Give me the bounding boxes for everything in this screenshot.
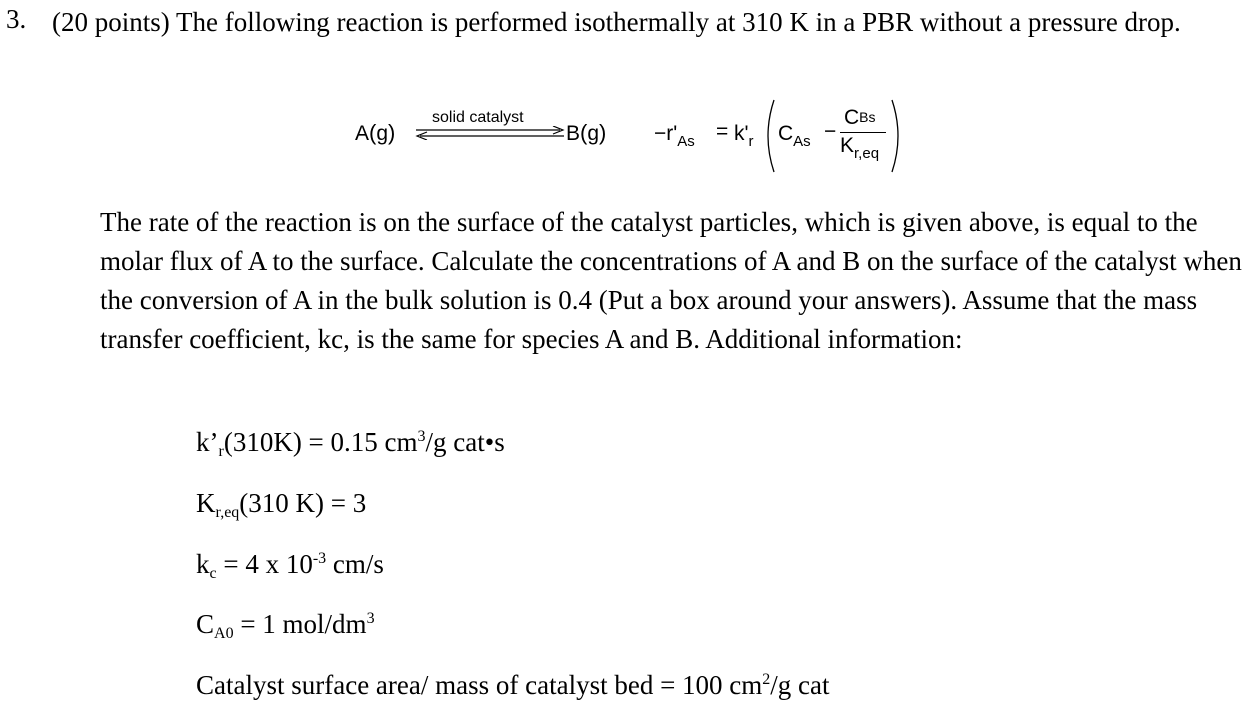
info-rate-constant: $k’_r(310K) = 0.15$ $cm^3/g$ cat•s [196,427,505,460]
minus-sign: − [824,120,837,143]
reactant: A(g) [355,120,396,145]
info-surface-area: Catalyst surface area/ mass of catalyst bed = 100 $cm^2/g$ cat [196,670,830,700]
right-paren [890,98,904,174]
equals-sign: = [716,120,729,143]
rate-constant: $k'_r$ [734,122,754,150]
reactant-phase: g [376,122,389,145]
equilibrium-arrows [414,126,566,140]
equilibrium-constant: $K_{r,eq}$ [840,134,880,162]
problem-number: 3. [6,4,27,34]
info-initial-concentration: $C_{A0} = 1$ mol/$dm^3$ [196,609,375,642]
catalyst-label: solid catalyst [432,109,524,126]
product: B(g) [566,120,607,145]
info-equilibrium-constant: $K_{r,eq}(310$ K) = 3 [196,488,367,521]
problem-statement: (20 points) The following reaction is performed isothermally at 310 K in a PBR without a pressure drop. [52,7,1181,37]
left-paren [762,98,776,174]
surface-conc-b: CBs [844,106,876,129]
product-symbol: B [566,122,581,145]
product-phase: g [587,122,600,145]
problem-paragraph: The rate of the reaction is on the surface of the catalyst particles, which is given above, is equal to the molar flux of A to the surface. Calculate the concentrations of A and B on the surface of the catalyst when the conversion of A in the bulk solution is 0.4 (Put a box around your answers). Assume that the mass transfer coefficient, kc, is the same for species A and B. Additional information: [100,207,1242,354]
rate-lhs: $-r'_{As}$ [654,122,695,150]
surface-conc-a: $C_{As}$ [778,122,811,150]
fraction-bar [840,132,886,133]
info-mass-transfer-coefficient: $k_c = 4$ x $10^{-3}$ cm/s [196,549,384,582]
reactant-symbol: A [355,122,370,145]
